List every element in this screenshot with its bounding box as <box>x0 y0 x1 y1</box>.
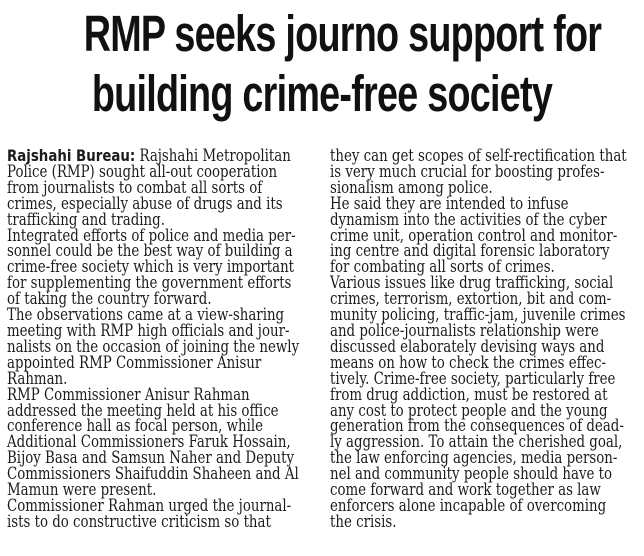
body-line: crime-free society which is very important <box>7 257 295 277</box>
body-line: enforcers alone incapable of overcoming <box>330 495 607 515</box>
body-line: ly aggression. To attain the cherished goal, <box>330 432 623 452</box>
headline <box>83 4 602 124</box>
body-line: for supplementing the government efforts <box>7 273 292 293</box>
body-line: from drug addiction, must be restored at <box>330 384 608 404</box>
body-line: is very much crucial for boosting profes- <box>330 161 605 181</box>
body-line: conference hall as focal person, while <box>7 416 264 436</box>
body-line: Integrated efforts of police and media per- <box>7 225 296 245</box>
body-line: dynamism into the activities of the cyber <box>330 209 607 229</box>
article-column-right <box>330 148 633 530</box>
body-line: Rahman. <box>7 368 68 388</box>
body-line: crimes, especially abuse of drugs and its <box>7 193 283 213</box>
body-line: discussed elaborately devising ways and <box>330 336 605 356</box>
headline-line-1: RMP seeks journo support for <box>83 5 602 62</box>
body-line: they can get scopes of self-rectification that <box>330 146 627 165</box>
article-column-left <box>7 148 310 530</box>
body-line: and police-journalists relationship were <box>330 320 599 340</box>
body-line: from journalists to combat all sorts of <box>7 177 263 197</box>
body-line: generation from the consequences of dead- <box>330 416 624 436</box>
body-line: crime unit, operation control and monitor- <box>330 225 618 245</box>
byline: Rajshahi Bureau: <box>7 146 136 165</box>
body-line: come forward and work together as law <box>330 480 601 500</box>
body-line: any cost to protect people and the young <box>330 400 608 420</box>
body-line: nel and community people should have to <box>330 464 613 484</box>
body-line: Bijoy Basa and Samsun Naher and Deputy <box>7 448 295 468</box>
body-line: for combating all sorts of crimes. <box>330 257 555 277</box>
body-line: ists to do constructive criticism so that <box>7 511 271 531</box>
body-line: of taking the country forward. <box>7 289 212 309</box>
body-line: Commissioner Rahman urged the journal- <box>7 495 292 515</box>
body-line: sonnel could be the best way of building a <box>7 241 293 261</box>
body-line: tively. Crime-free society, particularly free <box>330 368 616 388</box>
body-line-text: Rajshahi Metropolitan <box>135 146 291 165</box>
body-line: appointed RMP Commissioner Anisur <box>7 352 262 372</box>
body-line: nalists on the occasion of joining the newly <box>7 336 300 356</box>
body-line: Mamun were present. <box>7 480 157 500</box>
body-line: the crisis. <box>330 511 397 531</box>
body-line: He said they are intended to infuse <box>330 193 569 213</box>
body-line: The observations came at a view-sharing <box>7 305 285 325</box>
body-line: munity policing, traffic-jam, juvenile crimes <box>330 305 626 325</box>
body-line: the law enforcing agencies, media person- <box>330 448 618 468</box>
body-line: addressed the meeting held at his office <box>7 400 279 420</box>
headline-line-2: building crime-free society <box>91 65 553 122</box>
body-line: Commissioners Shaifuddin Shaheen and Al <box>7 464 299 484</box>
body-line: crimes, terrorism, extortion, bit and com- <box>330 289 612 309</box>
body-line: ing centre and digital forensic laboratory <box>330 241 610 261</box>
body-line: means on how to check the crimes effec- <box>330 352 607 372</box>
body-line: RMP Commissioner Anisur Rahman <box>7 384 250 404</box>
body-line: trafficking and trading. <box>7 209 165 229</box>
body-line: meeting with RMP high officials and jour- <box>7 320 290 340</box>
body-line: Additional Commissioners Faruk Hossain, <box>7 432 291 452</box>
body-line: sionalism among police. <box>330 177 493 197</box>
body-line: Various issues like drug trafficking, social <box>330 273 614 293</box>
body-line: Police (RMP) sought all-out cooperation <box>7 161 278 181</box>
